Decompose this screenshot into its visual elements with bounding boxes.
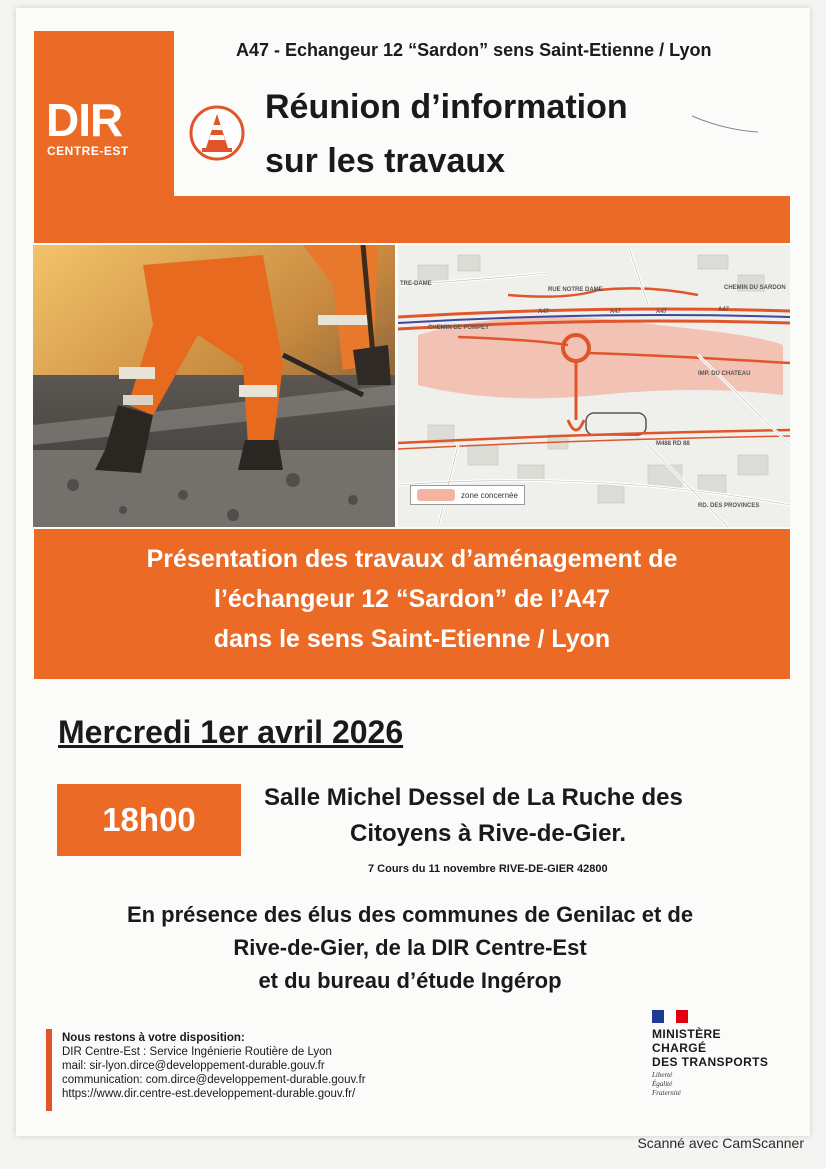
venue-address: 7 Cours du 11 novembre RIVE-DE-GIER 42800 bbox=[368, 863, 608, 875]
map-label-chemin-du-sardon: CHEMIN DU SARDON bbox=[724, 285, 786, 291]
motto-egalite: Égalité bbox=[652, 1080, 673, 1088]
event-time-box bbox=[57, 784, 241, 856]
ministry-line-2: CHARGÉ bbox=[652, 1041, 707, 1055]
dir-logo-text: DIR bbox=[46, 94, 123, 146]
presentation-line-1: Présentation des travaux d’aménagement de bbox=[146, 545, 678, 573]
map-label-rue-notre-dame: RUE NOTRE DAME bbox=[548, 287, 603, 293]
contact-accent-bar bbox=[46, 1029, 52, 1111]
presentation-line-2: l’échangeur 12 “Sardon” de l’A47 bbox=[214, 585, 610, 613]
motto-fraternite: Fraternité bbox=[652, 1089, 681, 1097]
scanner-watermark: Scanné avec CamScanner bbox=[637, 1135, 804, 1151]
presence-line-3: et du bureau d’étude Ingérop bbox=[258, 968, 562, 993]
presentation-line-3: dans le sens Saint-Etienne / Lyon bbox=[213, 625, 611, 653]
map-label-a47: A47 bbox=[718, 307, 730, 313]
legend-swatch bbox=[417, 489, 455, 501]
roadwork-photo-image bbox=[33, 245, 395, 527]
motto-liberte: Liberté bbox=[652, 1071, 673, 1079]
map-label-d88: M488 RD 88 bbox=[656, 441, 690, 447]
venue-line-1: Salle Michel Dessel de La Ruche des bbox=[264, 784, 683, 811]
event-time: 18h00 bbox=[102, 801, 196, 838]
main-title-line-2: sur les travaux bbox=[265, 142, 506, 180]
legend-label: zone concernée bbox=[461, 490, 518, 500]
contact-service: DIR Centre-Est : Service Ingénierie Routière de Lyon bbox=[62, 1046, 332, 1058]
ministry-line-1: MINISTÈRE bbox=[652, 1027, 721, 1041]
contact-website[interactable]: https://www.dir.centre-est.developpement-durable.gouv.fr/ bbox=[62, 1088, 356, 1100]
route-heading: A47 - Echangeur 12 “Sardon” sens Saint-Etienne / Lyon bbox=[236, 40, 712, 60]
roadwork-photo bbox=[33, 245, 395, 527]
site-map bbox=[398, 245, 790, 527]
map-label-a47: A47 bbox=[656, 309, 668, 315]
map-label-chemin-de-pompey: CHEMIN DE POMPEY bbox=[428, 325, 490, 331]
venue-line-2: Citoyens à Rive-de-Gier. bbox=[350, 820, 627, 847]
contact-heading: Nous restons à votre disposition: bbox=[62, 1032, 245, 1044]
french-flag-icon bbox=[652, 1010, 688, 1023]
map-label-a47: A47 bbox=[610, 309, 622, 315]
map-label-provinces: RD. DES PROVINCES bbox=[698, 503, 760, 509]
main-title-line-1: Réunion d’information bbox=[265, 88, 628, 126]
header-orange-band bbox=[34, 196, 790, 243]
presence-line-2: Rive-de-Gier, de la DIR Centre-Est bbox=[233, 935, 587, 960]
pen-mark bbox=[690, 112, 760, 134]
map-label-imp-du-chateau: IMP. DU CHATEAU bbox=[698, 371, 751, 377]
presence-line-1: En présence des élus des communes de Genilac et de bbox=[126, 902, 694, 927]
traffic-cone-icon bbox=[188, 104, 246, 162]
map-label-a47: A47 bbox=[538, 309, 550, 315]
presentation-band bbox=[34, 529, 790, 679]
map-label-tre-dame: TRE-DAME bbox=[400, 281, 432, 287]
map-legend bbox=[410, 485, 525, 505]
ministry-line-3: DES TRANSPORTS bbox=[652, 1055, 769, 1069]
contact-mail[interactable]: mail: sir-lyon.dirce@developpement-durable.gouv.fr bbox=[62, 1060, 325, 1072]
event-date: Mercredi 1er avril 2026 bbox=[58, 714, 404, 750]
contact-communication[interactable]: communication: com.dirce@developpement-durable.gouv.fr bbox=[62, 1074, 366, 1086]
dir-logo-subtitle: CENTRE-EST bbox=[47, 144, 129, 158]
